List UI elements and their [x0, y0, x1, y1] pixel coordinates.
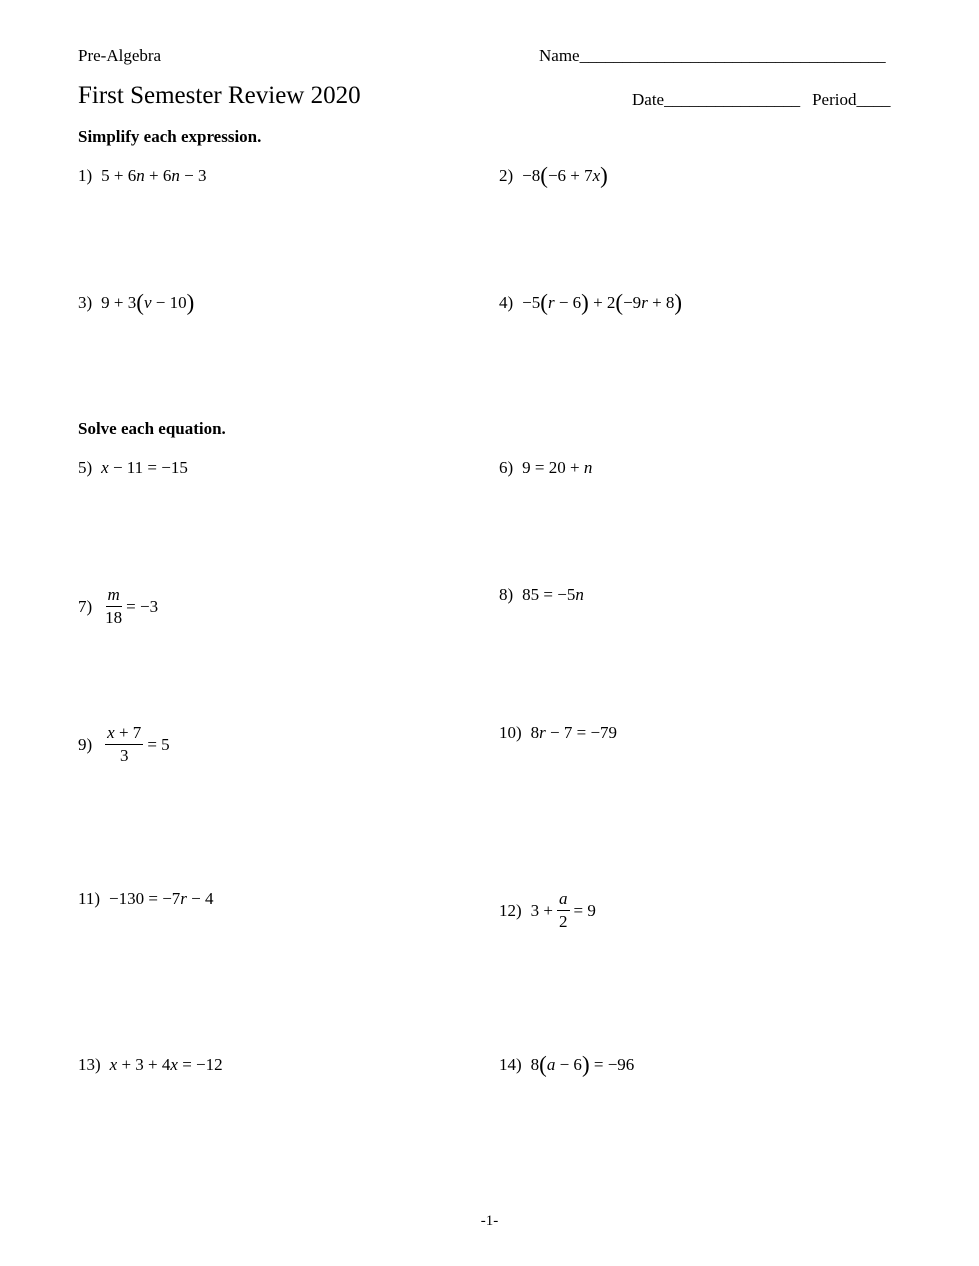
expr-part: 8: [530, 1055, 540, 1074]
problem-6: [499, 458, 592, 478]
problem-7: [78, 586, 158, 627]
expr-part: = 5: [147, 734, 170, 754]
problem-number: 3): [78, 293, 93, 312]
expr-part: = 9: [573, 900, 596, 920]
expr-part: −5: [522, 293, 541, 312]
variable: a: [546, 1055, 556, 1074]
fraction-denominator: 18: [105, 608, 123, 627]
variable: a: [559, 889, 568, 908]
problem-expression: [101, 586, 158, 627]
date-field-label: Date________________: [632, 90, 801, 109]
fraction-numerator: [106, 586, 122, 607]
problem-14: [499, 1051, 635, 1077]
problem-3: [78, 289, 195, 315]
problem-expression: [522, 289, 683, 315]
problem-number: 6): [499, 458, 514, 477]
variable: x: [109, 1055, 118, 1074]
problem-number: 4): [499, 293, 514, 312]
problem-expression: [101, 724, 169, 765]
left-paren: (: [539, 1051, 547, 1077]
fraction: [105, 724, 143, 765]
expr-part: 3 +: [530, 900, 554, 920]
expr-part: 8: [530, 723, 540, 742]
fraction: [557, 890, 570, 931]
variable: n: [136, 166, 145, 185]
problem-number: 8): [499, 585, 514, 604]
expr-part: −130 = −7: [109, 889, 181, 908]
problem-number: 10): [499, 723, 522, 742]
expr-part: 5 + 6: [101, 166, 137, 185]
expr-part: + 2: [588, 293, 616, 312]
problem-number: 13): [78, 1055, 101, 1074]
fraction-denominator: 2: [559, 912, 568, 931]
problem-number: 7): [78, 596, 93, 616]
expr-part: 9 = 20 +: [522, 458, 584, 477]
problem-expression: [101, 166, 206, 186]
variable: n: [583, 458, 593, 477]
variable: x: [170, 1055, 178, 1074]
period-field-label: Period____: [812, 90, 891, 109]
problem-expression: [101, 458, 188, 478]
fraction-numerator: [557, 890, 570, 911]
problem-expression: [110, 1055, 223, 1075]
expr-part: + 6: [144, 166, 172, 185]
variable: m: [107, 585, 120, 604]
problem-2: [499, 162, 608, 188]
expr-part: + 8: [647, 293, 675, 312]
variable: r: [641, 293, 648, 312]
problem-1: [78, 166, 206, 186]
expr-part: 85 = −5: [522, 585, 576, 604]
variable: r: [180, 889, 187, 908]
right-paren: ): [581, 289, 589, 315]
fraction-numerator: [105, 724, 143, 745]
variable: x: [101, 458, 109, 477]
right-paren: ): [600, 162, 608, 188]
left-paren: (: [136, 289, 144, 315]
problem-expression: [522, 585, 584, 605]
expr-part: − 6: [554, 293, 582, 312]
expr-part: = −12: [177, 1055, 223, 1074]
expr-part: −6 + 7: [547, 166, 593, 185]
date-period-line: [632, 90, 890, 110]
problem-11: [78, 889, 214, 909]
problem-expression: [522, 458, 592, 478]
variable: r: [539, 723, 546, 742]
expr-part: − 6: [555, 1055, 582, 1074]
problem-number: 11): [78, 889, 101, 908]
problem-expression: [530, 1051, 635, 1077]
section-heading-solve: Solve each equation.: [78, 419, 226, 438]
right-paren: ): [186, 289, 195, 315]
problem-expression: [531, 723, 617, 743]
variable: n: [171, 166, 180, 185]
course-label: Pre-Algebra: [78, 46, 162, 65]
fraction-denominator: 3: [119, 746, 129, 765]
problem-number: 9): [78, 734, 93, 754]
expr-part: + 7: [114, 723, 142, 742]
problem-number: 14): [499, 1055, 522, 1074]
expr-part: − 11 = −15: [108, 458, 188, 477]
variable: v: [143, 293, 152, 312]
problem-13: [78, 1055, 223, 1075]
variable: n: [575, 585, 584, 604]
problem-9: [78, 724, 170, 765]
expr-part: − 7 = −79: [545, 723, 618, 742]
right-paren: ): [674, 289, 683, 315]
name-field-label: Name____________________________________: [539, 46, 886, 65]
problem-10: [499, 723, 617, 743]
variable: r: [547, 293, 555, 312]
problem-expression: [531, 890, 596, 931]
expr-part: = −96: [589, 1055, 635, 1074]
problem-number: 5): [78, 458, 93, 477]
right-paren: ): [581, 1051, 590, 1077]
problem-expression: [109, 889, 213, 909]
problem-4: [499, 289, 683, 315]
problem-number: 1): [78, 166, 93, 185]
left-paren: (: [540, 162, 548, 188]
expr-part: = −3: [126, 596, 159, 616]
fraction: [105, 586, 122, 627]
section-heading-simplify: Simplify each expression.: [78, 127, 262, 146]
expr-part: + 3 + 4: [117, 1055, 171, 1074]
problem-5: [78, 458, 188, 478]
expr-part: − 4: [186, 889, 214, 908]
page-number: -1-: [480, 1213, 499, 1229]
problem-expression: [101, 289, 195, 315]
expr-part: −8: [522, 166, 541, 185]
problem-number: 12): [499, 900, 522, 920]
problem-expression: [522, 162, 608, 188]
expr-part: −9: [623, 293, 642, 312]
worksheet-title: First Semester Review 2020: [78, 82, 361, 109]
expr-part: − 3: [179, 166, 207, 185]
left-paren: (: [615, 289, 624, 315]
left-paren: (: [540, 289, 548, 315]
problem-8: [499, 585, 584, 605]
problem-12: [499, 890, 596, 931]
expr-part: 9 + 3: [101, 293, 137, 312]
problem-number: 2): [499, 166, 514, 185]
expr-part: − 10: [151, 293, 187, 312]
variable: x: [107, 723, 115, 742]
variable: x: [592, 166, 601, 185]
